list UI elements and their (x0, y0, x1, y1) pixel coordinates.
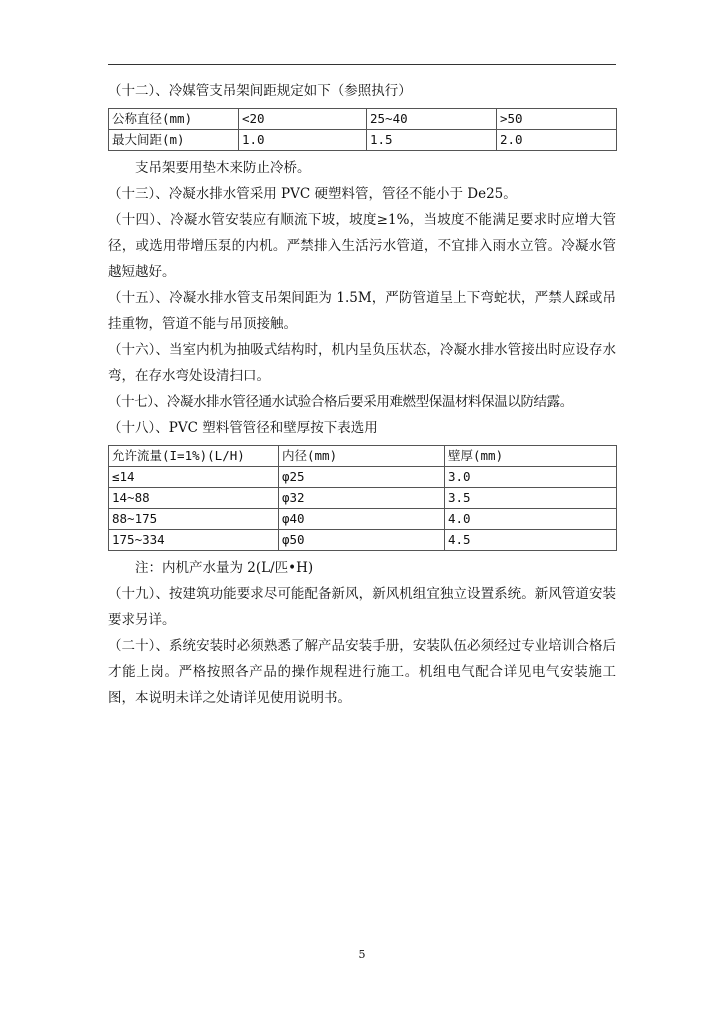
table-cell: φ25 (279, 467, 445, 488)
water-output-note: 注：内机产水量为 2(L/匹•H) (135, 560, 314, 576)
item-20: （二十）、系统安装时必须熟悉了解产品安装手册，安装队伍必须经过专业培训合格后才能上岗。严格按照各产品的操作规程进行施工。机组电气配合详见电气安装施工图，本说明未详之处请详见使用说明书。 (108, 638, 616, 706)
table-cell: 允许流量(I=1%)(L/H) (109, 446, 279, 467)
table-cell: 25~40 (367, 109, 497, 130)
section-heading-18: （十八）、PVC 塑料管管径和壁厚按下表选用 (108, 420, 378, 436)
item-17: （十七）、冷凝水排水管径通水试验合格后要采用难燃型保温材料保温以防结露。 (108, 394, 573, 410)
page-number: 5 (358, 948, 366, 961)
item-16: （十六）、当室内机为抽吸式结构时，机内呈负压状态，冷凝水排水管接出时应设存水弯，在存水弯处设清扫口。 (108, 342, 616, 384)
table-cell: <20 (239, 109, 367, 130)
table-cell: 3.5 (445, 488, 617, 509)
table-row (109, 467, 617, 488)
header-rule (108, 64, 616, 65)
item-15: （十五）、冷凝水排水管支吊架间距为 1.5M，严防管道呈上下弯蛇状，严禁人踩或吊挂重物，管道不能与吊顶接触。 (108, 290, 616, 332)
table-cell: φ50 (279, 530, 445, 551)
item-13: （十三）、冷凝水排水管采用 PVC 硬塑料管，管径不能小于 De25。 (108, 186, 517, 202)
table-row (109, 488, 617, 509)
table-cell: φ40 (279, 509, 445, 530)
table-row (109, 109, 617, 130)
table-cell: 175~334 (109, 530, 279, 551)
table-cell: φ32 (279, 488, 445, 509)
table-cell: 14~88 (109, 488, 279, 509)
table-row (109, 130, 617, 151)
pipe-support-spacing-table (108, 108, 617, 151)
table-cell: >50 (497, 109, 617, 130)
table-cell: ≤14 (109, 467, 279, 488)
table-cell: 88~175 (109, 509, 279, 530)
table-cell: 3.0 (445, 467, 617, 488)
table-cell: 公称直径(mm) (109, 109, 239, 130)
table-row (109, 446, 617, 467)
table-cell: 1.5 (367, 130, 497, 151)
table-row (109, 509, 617, 530)
item-14: （十四）、冷凝水管安装应有顺流下坡，坡度≥1%，当坡度不能满足要求时应增大管径，或选用带增压泵的内机。严禁排入生活污水管道，不宜排入雨水立管。冷凝水管越短越好。 (108, 212, 616, 280)
table-cell: 1.0 (239, 130, 367, 151)
table-cell: 2.0 (497, 130, 617, 151)
pvc-pipe-size-table (108, 445, 617, 551)
table-cell: 内径(mm) (279, 446, 445, 467)
item-19: （十九）、按建筑功能要求尽可能配备新风，新风机组宜独立设置系统。新风管道安装要求另详。 (108, 586, 616, 628)
page-content (108, 78, 616, 711)
table-cell: 4.0 (445, 509, 617, 530)
table-cell: 壁厚(mm) (445, 446, 617, 467)
section-heading-12: （十二）、冷媒管支吊架间距规定如下（参照执行） (108, 83, 412, 99)
table-row (109, 530, 617, 551)
table-cell: 最大间距(m) (109, 130, 239, 151)
support-note: 支吊架要用垫木来防止冷桥。 (135, 160, 311, 176)
table-cell: 4.5 (445, 530, 617, 551)
